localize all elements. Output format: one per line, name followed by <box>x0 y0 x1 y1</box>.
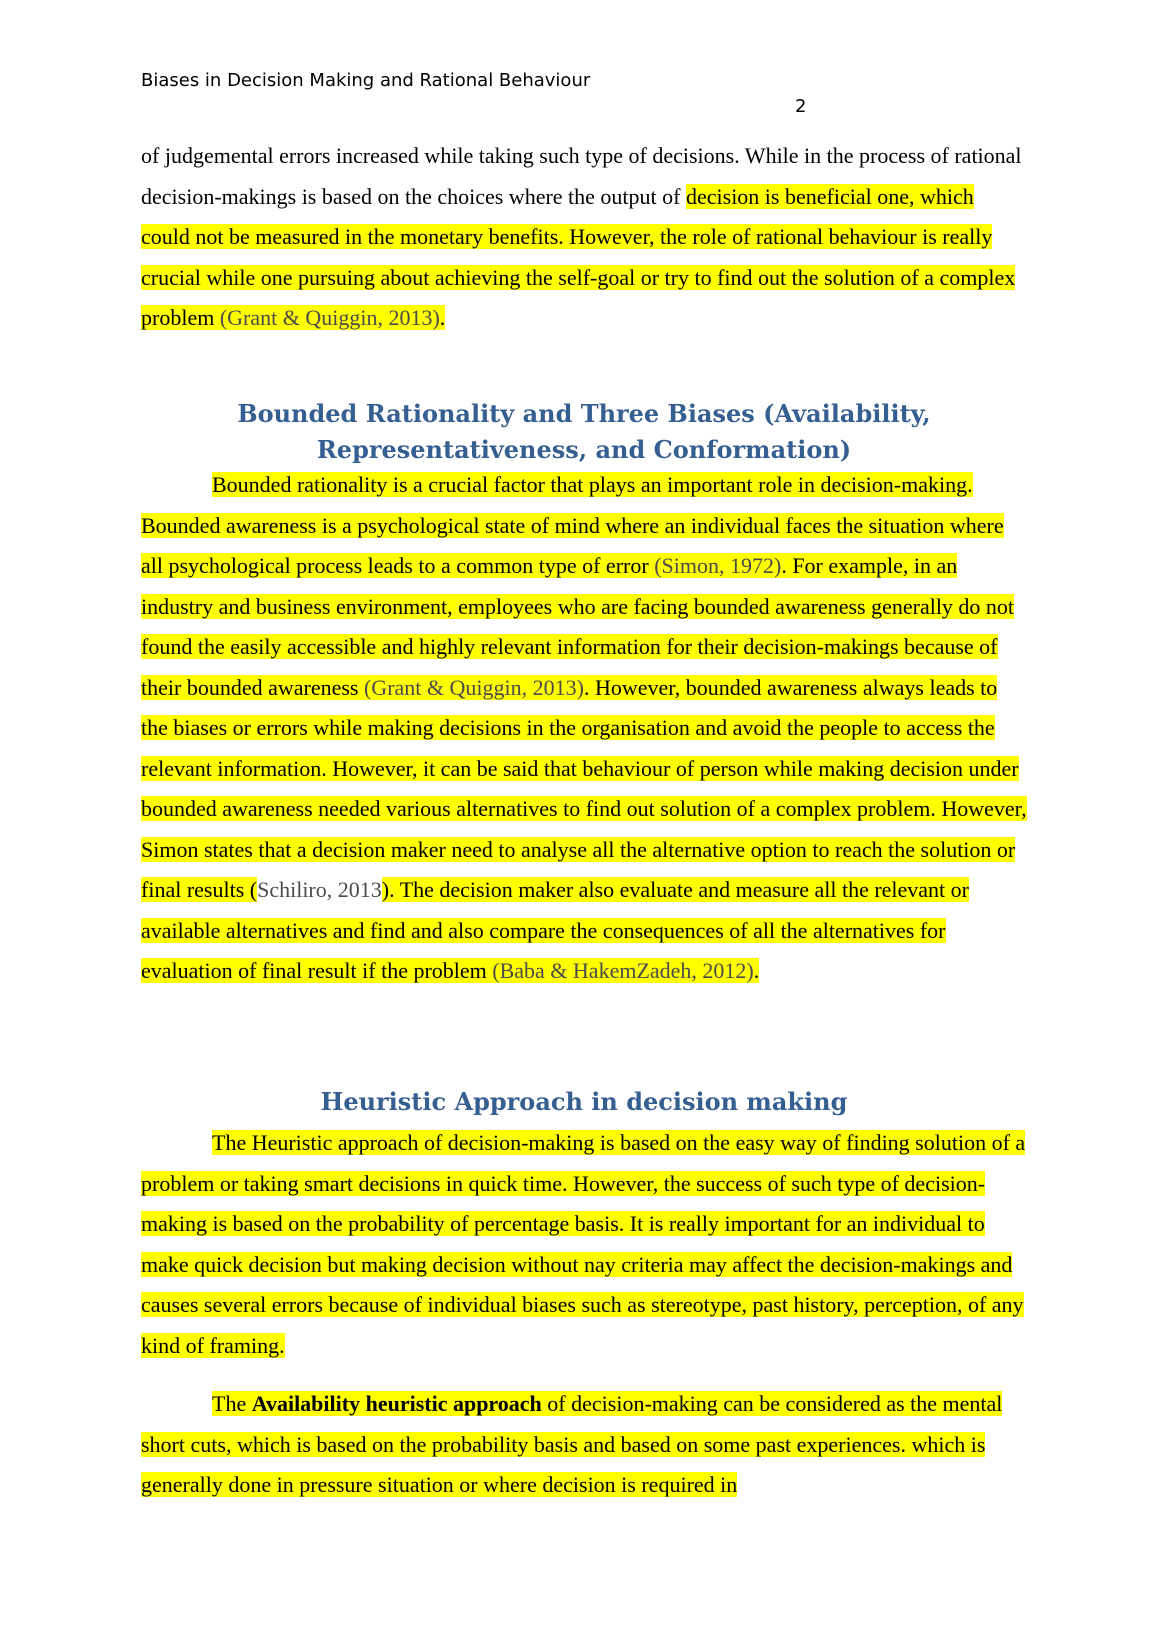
running-head: Biases in Decision Making and Rational Behaviour <box>141 70 591 91</box>
page-number: 2 <box>795 96 807 117</box>
para2-citation-schiliro: Schiliro, 2013 <box>257 877 382 902</box>
para4-text-2: of decision-making can be considered as the mental short cuts, which is based on the probability basis and based on some past experiences. which is generally done in pressure situation or where decision is required in <box>141 1391 1003 1497</box>
para2-text-1: Bounded rationality is a crucial factor that plays an important role in decision-making. Bounded awareness is a psychological state of mind where an individual faces the situation where all psychological process leads to a common type of error <box>141 472 1004 578</box>
para1-end: . <box>439 305 446 330</box>
paragraph-3 <box>141 1123 1027 1366</box>
paragraph-4 <box>141 1384 1027 1506</box>
para4-bold-term: Availability heuristic approach <box>251 1391 542 1416</box>
section-heading-bounded-rationality <box>141 396 1027 468</box>
paragraph-1 <box>141 136 1027 339</box>
para2-citation-baba: (Baba & HakemZadeh, 2012) <box>492 958 754 983</box>
heading1-line1: Bounded Rationality and Three Biases (Availability, <box>237 399 931 428</box>
paragraph-2 <box>141 465 1027 992</box>
para1-plain-text: of judgemental errors increased while taking such type of decisions. While in the process of rational decision-makings is based on the choices where the output of <box>141 143 1022 209</box>
section-heading-heuristic-approach: Heuristic Approach in decision making <box>320 1087 848 1116</box>
para2-text-5: . <box>753 958 760 983</box>
para2-text-4: ). The decision maker also evaluate and measure all the relevant or available alternatives and find and also compare the consequences of all the alternatives for evaluation of final result if the problem <box>141 877 969 983</box>
para2-text-3: . However, bounded awareness always leads to the biases or errors while making decisions in the organisation and avoid the people to access the relevant information. However, it can be said that behaviour of person while making decision under bounded awareness needed various alternatives to find out solution of a complex problem. However, Simon states that a decision maker need to analyse all the alternative option to reach the solution or final results ( <box>141 674 1027 902</box>
para2-citation-simon: (Simon, 1972) <box>654 553 782 578</box>
para2-text-2: . For example, in an industry and business environment, employees who are facing bounded awareness generally do not found the easily accessible and highly relevant information for their decision-makings because of their bounded awareness <box>141 553 1015 700</box>
para4-text-1: The <box>212 1391 252 1416</box>
heading1-line2: Representativeness, and Conformation) <box>316 435 852 464</box>
para2-citation-grant: (Grant & Quiggin, 2013) <box>363 674 584 700</box>
para1-citation: (Grant & Quiggin, 2013) <box>219 305 440 330</box>
para3-text: The Heuristic approach of decision-making is based on the easy way of finding solution of a problem or taking smart decisions in quick time. However, the success of such type of decision-making is based on the probability of percentage basis. It is really important for an individual to make quick decision but making decision without nay criteria may affect the decision-makings and causes several errors because of individual biases such as stereotype, past history, perception, of any kind of framing. <box>141 1130 1026 1358</box>
para1-highlighted-text: decision is beneficial one, which could not be measured in the monetary benefits. However, the role of rational behaviour is really crucial while one pursuing about achieving the self-goal or try to find out the solution of a complex problem <box>141 183 1016 330</box>
